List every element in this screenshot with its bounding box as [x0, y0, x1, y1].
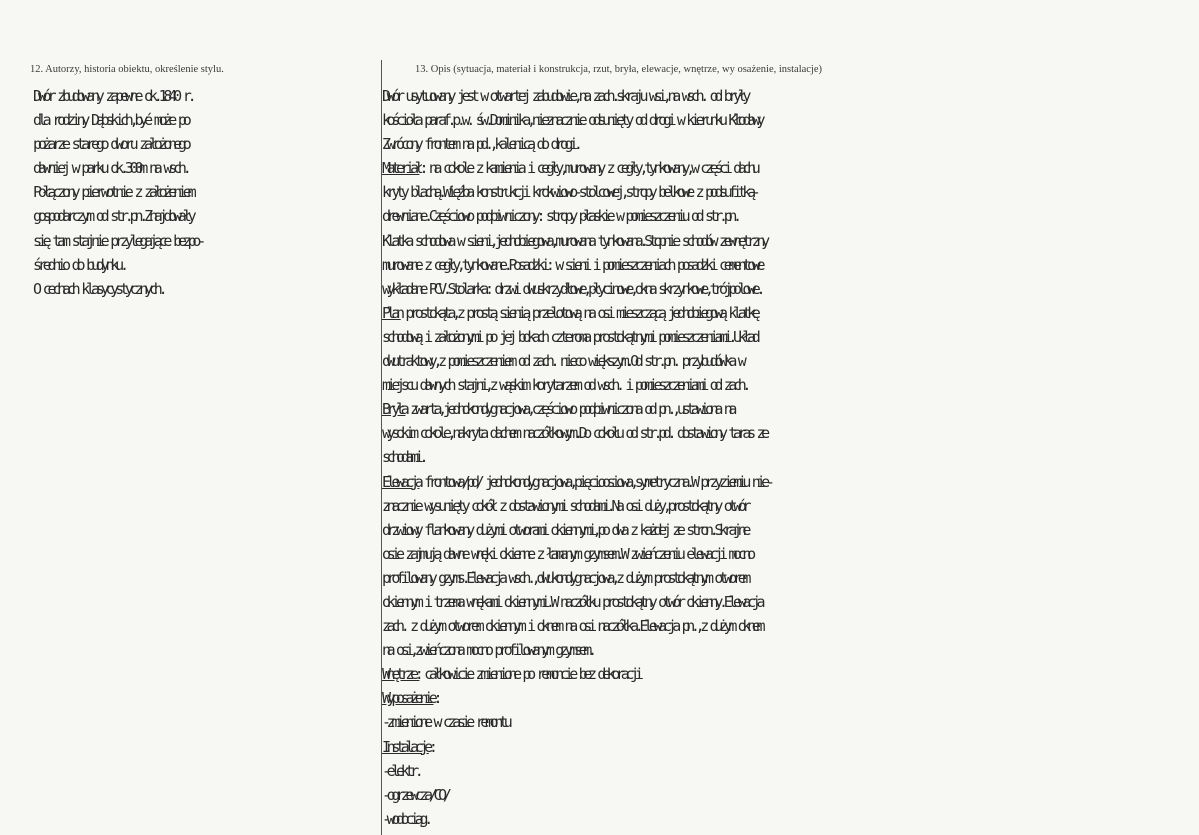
- line-text: wysokim cokole,nakryta dachem naczółkowym.Do cokołu od str.pd. dostawiony taras ze: [382, 424, 766, 443]
- line-text: miejscu dawnych stajni,z wąskim korytarzem od wsch. i pomieszczeniami od zach.: [382, 376, 748, 395]
- text-line: [382, 84, 1198, 108]
- line-text: prostokąta,z prostą sienią przelotową na osi mieszczącą jednobiegową klatkę: [400, 303, 757, 322]
- line-text: frontowa/pd/ jednokondygnacjowa,pięcioosiowa,symetryczna.W przyziemiu nie-: [419, 472, 771, 491]
- section-heading: Bryła: [382, 400, 406, 419]
- line-text: profilowany gzyms.Elewacja wsch.,dwukondygnacjowa,z dużym prostokątnym otworem: [382, 568, 748, 587]
- line-text: schodami.: [382, 448, 425, 467]
- text-line: [382, 301, 1198, 325]
- text-line: [382, 132, 1198, 156]
- text-line: [382, 470, 1198, 494]
- text-line: [382, 277, 1198, 301]
- text-line: [382, 494, 1198, 518]
- text-line: [382, 542, 1198, 566]
- line-text: murowane z cegły,tynkowane.Posadzki: w sieni i pomieszczeniach posadzki cementowe: [382, 255, 762, 274]
- line-text: drzwiowy flankowany dużymi otworami okiennymi,po dwa z każdej ze stron.Skrajne: [382, 520, 748, 539]
- line-text: -ogrzewcza/CO/: [382, 785, 448, 804]
- text-line: [382, 180, 1198, 204]
- section-12-header: 12. Autorzy, historia obiektu, określenie stylu.: [30, 64, 224, 75]
- text-line: [382, 108, 1198, 132]
- line-text: -wodociąg.: [382, 809, 429, 828]
- text-line: [382, 783, 1198, 807]
- text-line: [382, 566, 1198, 590]
- line-text: na osi,zwieńczona mocno profilowanym gzymsem.: [382, 641, 593, 660]
- section-heading: Plan: [382, 303, 401, 322]
- text-line: średnio do budynku.: [33, 255, 125, 274]
- text-line: dla rodziny Dąbskich,byé może po: [33, 111, 188, 130]
- section-heading: Materiał: [382, 159, 420, 178]
- text-line: [382, 204, 1198, 228]
- text-line: Dwór zbudowany zapewne ok.1840 r.: [33, 87, 193, 105]
- text-line: [382, 614, 1198, 638]
- text-line: [382, 686, 1198, 710]
- line-text: zwarta,jednokondygnacjowa,częściowo podpiwniczona od pn.,ustawiona na: [405, 400, 734, 419]
- line-text: kryty blachą.Więźba konstrukcji krokwiowo-stolcowej,stropy belkowe z podsufitką-: [382, 183, 757, 202]
- description-text: [382, 84, 1198, 831]
- line-text: schodową i założonymi po jej bokach czteroma prostokątnymi pomieszczeniami.Układ: [382, 327, 757, 346]
- text-line: O cechach klasycystycznych.: [33, 279, 164, 298]
- line-text: :: [433, 689, 439, 708]
- text-line: [382, 759, 1198, 783]
- line-text: osie zajmują dawne wnęki okienne z łamanym gzymsem.W zwieńczeniu elewacji mocno: [382, 544, 752, 563]
- text-line: [382, 807, 1198, 831]
- line-text: Zwrócony frontem na pd.,kalenicą do drogi.: [382, 135, 579, 154]
- text-line: [382, 638, 1198, 662]
- text-line: [382, 590, 1198, 614]
- line-text: Klatka schodowa w sieni,jednobiegowa,murowana tynkowana.Stopnie schodów zewnętrzny: [382, 231, 766, 250]
- line-text: kościoła paraf.p.w. św.Dominika,nieznacznie odsunięty od drogi w kierunku Kłodawy: [382, 111, 762, 130]
- section-heading: Instalacje: [382, 737, 429, 756]
- line-text: drewniane.Częściowo podpiwniczony: stropy płaskie w pomieszczeniu od str.pn.: [382, 207, 738, 226]
- text-line: [382, 229, 1198, 253]
- text-line: Połączony pierwotnie z założeniem: [33, 183, 193, 202]
- section-heading: Elewacja: [382, 472, 420, 491]
- section-13-header: 13. Opis (sytuacja, materiał i konstrukcja, rzut, bryła, elewacje, wnętrze, wy osażenie, instalacje): [415, 64, 823, 75]
- line-text: -elektr.: [382, 761, 420, 780]
- text-line: [382, 735, 1198, 759]
- text-line: [382, 156, 1198, 180]
- line-text: Dwór usytuowany jest w otwartej zabudowie,na zach.skraju wsi,na wsch. od bryły: [382, 87, 748, 105]
- line-text: -zmienione w czasie remontu: [382, 713, 509, 732]
- text-line: [382, 397, 1198, 421]
- text-line: [382, 421, 1198, 445]
- text-line: [382, 373, 1198, 397]
- text-line: [382, 662, 1198, 686]
- text-line: [382, 325, 1198, 349]
- line-text: : na cokole z kamienia i cegły,murowany z cegły,tynkowany,w części dachu: [419, 159, 757, 178]
- section-heading: Wyposażenie: [382, 689, 434, 708]
- text-line: pożarze starego dworu założonego: [33, 135, 188, 154]
- line-text: okiennym i trzema wnękami okiennymi.W naczółku prostokątny otwór okienny.Elewacja: [382, 592, 762, 611]
- author-history-text: [33, 84, 373, 301]
- section-heading: Wnętrze:: [382, 665, 420, 684]
- line-text: dwutraktowy,z pomieszczeniem od zach. nieco większym.Od str.pn. przybudówka w: [382, 352, 743, 371]
- line-text: wykładane PCV.Stolarka: drzwi dwuskrzydłowe,płycinowe,okna skrzynkowe,trójpolowe.: [382, 279, 762, 298]
- text-line: [382, 253, 1198, 277]
- text-line: [382, 445, 1198, 469]
- line-text: zach. z dużym otworem okiennym i oknem na osi naczółka.Elewacja pn.,z dużym oknem: [382, 617, 762, 636]
- text-line: gospodarczym od str.pn.Znajdowały: [33, 207, 193, 226]
- line-text: :: [428, 737, 434, 756]
- text-line: [382, 349, 1198, 373]
- text-line: [382, 518, 1198, 542]
- text-line: się tam stajnie przylegające bezpo-: [33, 231, 203, 250]
- text-line: dawniej w parku ok.300m na wsch.: [33, 159, 188, 178]
- line-text: znacznie wysunięty cokół z dostawionymi schodami.Na osi duży,prostokątny otwór: [382, 496, 748, 515]
- line-text: całkowicie zmienione po remoncie bez dekoracji: [419, 665, 640, 684]
- text-line: [382, 710, 1198, 734]
